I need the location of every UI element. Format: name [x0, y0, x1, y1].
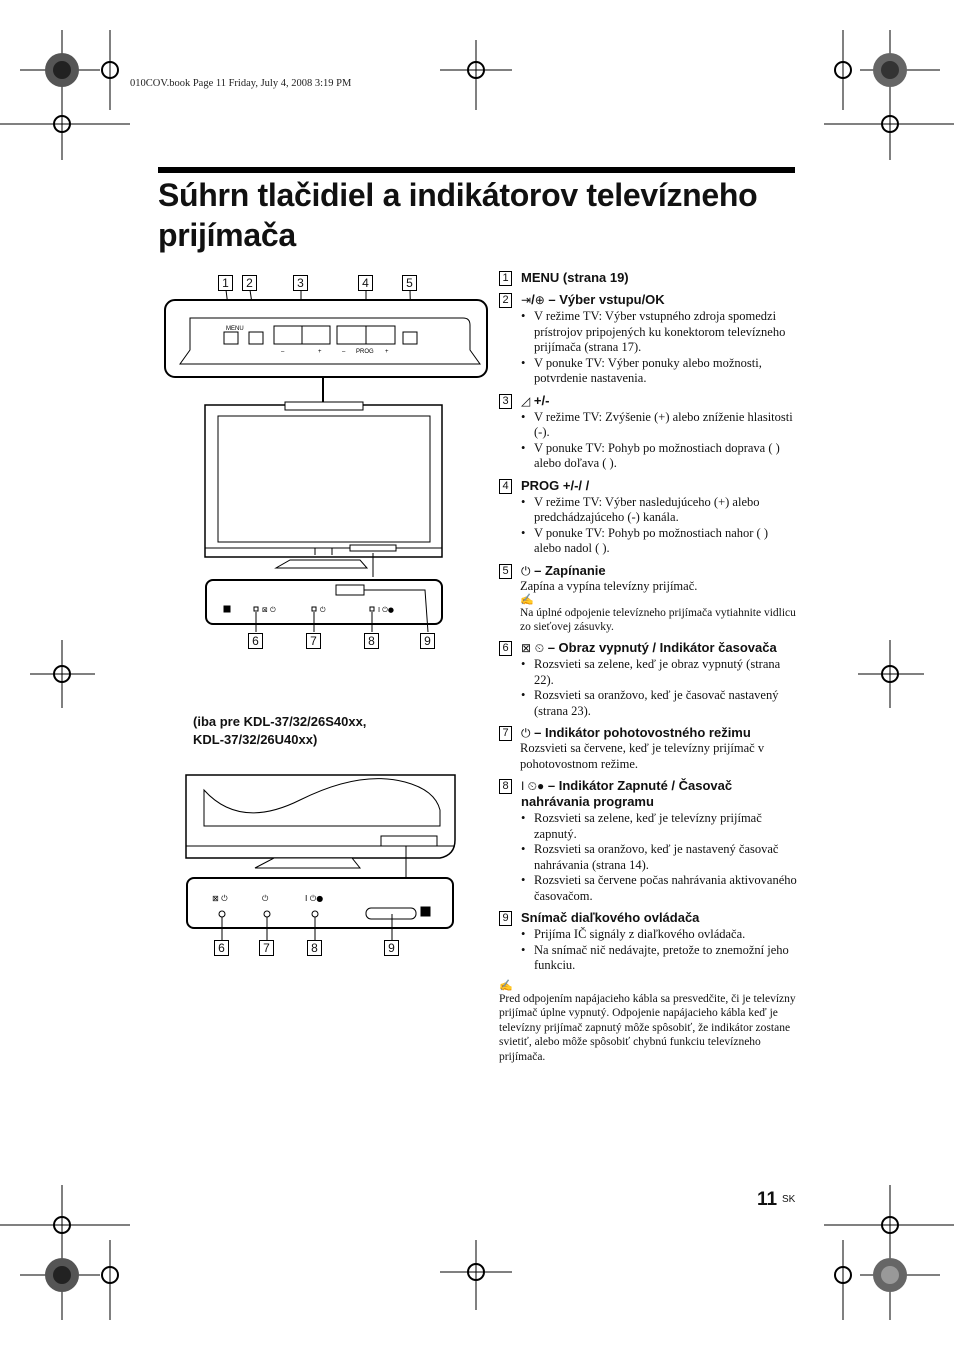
- item-7: 7 ⏻ – Indikátor pohotovostného režimu Rozsvieti sa červene, keď je televízny prijímač v pohotovostnom režime.: [499, 725, 797, 772]
- callout-4: 4: [358, 275, 373, 291]
- svg-text:⊠ ⏻: ⊠ ⏻: [262, 606, 276, 614]
- volume-icon: ◿: [521, 393, 531, 408]
- bottom-note: Pred odpojením napájacieho kábla sa presvedčite, či je televízny prijímač úplne vypnutý. Odpojenie napájacieho kábla keď je televízny prijímač zapnutý môže spôsobiť, že indikátor zostane svietiť, alebo môže spôsobiť chybnú funkciu televízneho prijímača.: [499, 992, 796, 1063]
- power-icon: ⏻: [521, 726, 531, 740]
- note-pencil-icon: ✍: [520, 594, 534, 606]
- callout-8: 8: [364, 633, 379, 649]
- svg-text:–: –: [342, 349, 346, 355]
- ok-icon: ⊕: [534, 293, 545, 307]
- svg-text:PROG: PROG: [356, 349, 374, 355]
- item-3: 3 ◿ +/- • V režime TV: Zvýšenie (+) alebo zníženie hlasitosti (-). • V ponuke TV: Pohyb po možnostiach doprava ( ) alebo doľava ( ).: [499, 393, 797, 472]
- callout-6-side: 6: [214, 940, 229, 956]
- book-header: 010COV.book Page 11 Friday, July 4, 2008 3:19 PM: [130, 78, 352, 89]
- item-2: 2 ⇥/⊕ – Výber vstupu/OK • V režime TV: Výber vstupného zdroja spomedzi prístrojov pripojených ku konektorom televízneho prijímača (strana 17). • V ponuke TV: Výber ponuky alebo možnosti, potvrdenie nastavenia.: [499, 292, 797, 387]
- page-language: SK: [782, 1194, 796, 1205]
- callout-6: 6: [248, 633, 263, 649]
- callout-9-side: 9: [384, 940, 399, 956]
- svg-text:I ⏻●: I ⏻●: [378, 606, 394, 614]
- item-6: 6 ⊠ ⏲ – Obraz vypnutý / Indikátor časovača • Rozsvieti sa zelene, keď je obraz vypnutý (strana 22). • Rozsvieti sa oranžovo, keď je časovač nastavený (strana 23).: [499, 640, 797, 719]
- callout-2: 2: [242, 275, 257, 291]
- power-icon: I ⏲●: [521, 779, 545, 793]
- svg-text:MENU: MENU: [226, 326, 244, 332]
- note-pencil-icon: ✍: [499, 979, 513, 992]
- svg-text:⊠ ⏻: ⊠ ⏻: [212, 894, 228, 903]
- callout-7: 7: [306, 633, 321, 649]
- power-icon: ⏻: [521, 563, 531, 578]
- item-9: 9 Snímač diaľkového ovládača • Prijíma IČ signály z diaľkového ovládača. • Na snímač nič nedávajte, pretože to znemožní jeho funkciu.: [499, 910, 797, 974]
- svg-text:+: +: [318, 349, 322, 355]
- callout-5: 5: [402, 275, 417, 291]
- callout-7-side: 7: [259, 940, 274, 956]
- timer-icon: ⏲: [534, 641, 545, 655]
- svg-text:⏻: ⏻: [320, 606, 326, 614]
- svg-text:⏻: ⏻: [262, 894, 269, 903]
- item-5: 5 ⏻ – Zapínanie Zapína a vypína televízny prijímač. ✍ Na úplné odpojenie televízneho prijímača vytiahnite vidlicu zo sieťovej zásuvky.: [499, 563, 797, 635]
- svg-text:I ⏻●: I ⏻●: [305, 894, 324, 903]
- model-caption: (iba pre KDL-37/32/26S40xx, KDL-37/32/26U40xx): [193, 714, 367, 747]
- callout-3: 3: [293, 275, 308, 291]
- item-4: 4 PROG +/-/ / • V režime TV: Výber nasledujúceho (+) alebo predchádzajúceho (-) kanála. • V ponuke TV: Pohyb po možnostiach nahor ( ) alebo nadol ( ).: [499, 478, 797, 557]
- callout-9: 9: [420, 633, 435, 649]
- callout-1: 1: [218, 275, 233, 291]
- page-title: Súhrn tlačidiel a indikátorov televízneho prijímača: [158, 177, 758, 253]
- input-icon: ⇥: [521, 293, 532, 307]
- page-number: 11: [757, 1189, 778, 1210]
- item-8: 8 I ⏲● – Indikátor Zapnuté / Časovač nahrávania programu • Rozsvieti sa zelene, keď je televízny prijímač zapnutý. • Rozsvieti sa oranžovo, keď je nastavený časovač nahrávania (strana 14). • Rozsvieti sa červene počas nahrávania aktivovaného časovačom.: [499, 778, 797, 904]
- svg-text:+: +: [385, 349, 389, 355]
- picture-off-icon: ⊠: [521, 641, 532, 655]
- svg-text:–: –: [281, 349, 285, 355]
- legend-list: [499, 270, 797, 1064]
- callout-8-side: 8: [307, 940, 322, 956]
- item-1: 1 MENU (strana 19): [499, 270, 797, 286]
